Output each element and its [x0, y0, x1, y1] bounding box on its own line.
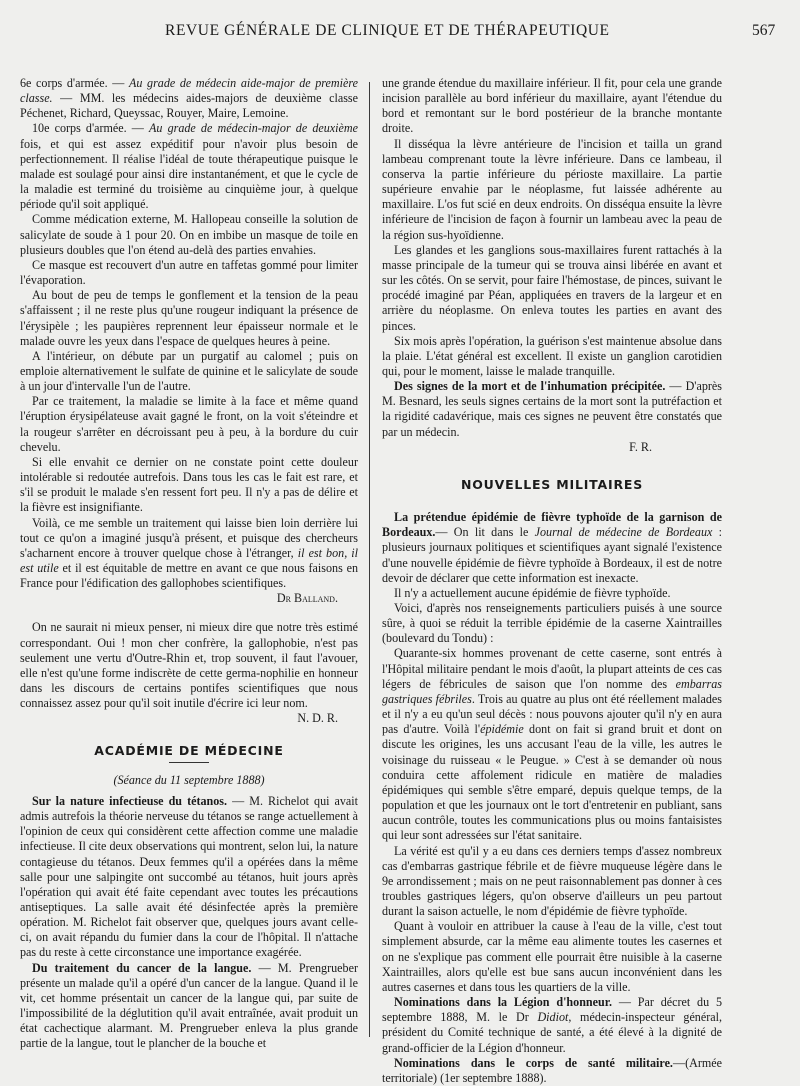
paragraph: une grande étendue du maxillaire inférieur. Il fit, pour cela une grande incision parallèle au bord inférieur du maxillaire, ayant l'étendue du bord et remontant sur le bord postérieur de la branche montante droite.	[382, 76, 722, 136]
paragraph: A l'intérieur, on débute par un purgatif au calomel ; puis on emploie alternativement le sulfate de quinine et le salicylate de soude à un jour d'intervalle l'un de l'autre.	[20, 348, 358, 394]
signature: F. R.	[629, 439, 652, 454]
paragraph: Comme médication externe, M. Hallopeau conseille la solution de salicylate de soude à 1 pour 20. On en imbibe un masque de toile en plusieurs doubles que l'on étend au-delà des parties envahies.	[20, 212, 358, 257]
paragraph: La prétendue épidémie de fièvre typhoïde de la garnison de Bordeaux.— On lit dans le Journal de médecine de Bordeaux : plusieurs journaux politiques et scientifiques ayant signalé l'existence d'une nouvelle épidémie de fièvre typhoïde à Bordeaux, il est de notre devoir de déclarer que cette information est inexacte.	[382, 510, 722, 585]
paragraph: Voilà, ce me semble un traitement qui laisse bien loin derrière lui tout ce qu'on a imaginé jusqu'à présent, et puisque des chercheurs s'acharnent encore à trouver quelque chose à l'étranger, il est bon, il est utile et il est équitable de mettre en avant ce que nous faisons en France pour l'édification des gallophobes scientifiques.	[20, 515, 359, 591]
paragraph: Ce masque est recouvert d'un autre en taffetas gommé pour limiter l'évaporation.	[20, 257, 358, 288]
paragraph: Quarante-six hommes provenant de cette caserne, sont entrés à l'Hôpital militaire pendant le mois d'août, la plupart atteints de ces cas légers de fébricules de saison que l'on nomme des embarras gastriques fébriles. Trois au quatre au plus ont été réellement malades et il n'y a eu qu'un seul décès : nous pouvons ajouter qu'il n'y en aura pas d'autre. Voilà l'épidémie dont on fait si grand bruit et dont on discute les origines, les uns accusant l'eau de la ville, les autres le voisinage du ruisseau « le Peugue. » C'est à se demander où nous conduira cette affolement ridicule en matière de maladies épidémiques qui semble s'être emparé, depuis quelque temps, de la population et que les journaux ont le tort d'entretenir en publiant, sans aucun contrôle, toutes les communications plus ou moins fantaisistes qui leur sont adressées sur l'état sanitaire.	[382, 646, 722, 843]
heading-rule	[169, 762, 209, 763]
paragraph: Si elle envahit ce dernier on ne constate point cette douleur intolérable si redoutée autrefois. Dans tous les cas le fait est rare, et s'il se produit le malade s'en ressent fort peu. Il n'y a pas de délire et la fièvre est insignifiante.	[20, 454, 358, 515]
section-heading-nouvelles: NOUVELLES MILITAIRES	[460, 476, 644, 492]
paragraph: Il disséqua la lèvre antérieure de l'incision et tailla un grand lambeau comprenant toute la lèvre inférieure. Dans ce lambeau, il conserva la partie inférieure du périoste maxillaire. La partie supérieure envahie par le néoplasme, fut laissée adhérente au maxillaire. L'os fut scié en deux endroits. On disséqua ensuite la lèvre inférieure de l'incision de façon à fournir un lambeau avec la peau de la région sus-hyoïdienne.	[382, 136, 722, 242]
editor-note: On ne saurait ni mieux penser, ni mieux dire que notre très estimé correspondant. Oui ! mon cher confrère, la gallophobie, n'est pas seulement une vertu d'Outre-Rhin et, trop souvent, il faut l'avouer, elle n'est qu'une forme indiscrète de cette germa-nophilie en honneur dans les discours de certains pontifes scientifiques que nous connaissez assez pour qu'il soit inutile d'écrire ici leur nom.	[20, 620, 358, 711]
paragraph: Nominations dans la Légion d'honneur. — Par décret du 5 septembre 1888, M. le Dr Didiot, médecin-inspecteur général, président du Comité technique de santé, a été élevé à la dignité de grand-officier de la Légion d'honneur.	[382, 995, 723, 1055]
paragraph: Voici, d'après nos renseignements particuliers puisés à une source sûre, à quoi se réduit la terrible épidémie de la caserne Xaintrailles (boulevard du Tondu) :	[382, 601, 722, 646]
running-head	[0, 22, 800, 44]
paragraph: Six mois après l'opération, la guérison s'est maintenue absolue dans la plaie. L'état général est excellent. Il existe un ganglion carotidien qui, pour le moment, laisse le malade tranquille.	[382, 333, 722, 378]
left-column	[20, 76, 358, 1052]
session-date: (Séance du 11 septembre 1888)	[113, 772, 265, 787]
signature: Dr Balland.	[276, 591, 338, 606]
paragraph: Sur la nature infectieuse du tétanos. — M. Richelot qui avait admis autrefois la théorie nerveuse du tétanos se range actuellement à l'opinion de ceux qui considèrent cette affection comme une maladie infectieuse. Il cite deux observations qui montrent, selon lui, la nature contagieuse du tétanos. Deux femmes qu'il a opérées dans la même salle pour une salpingite ont succombé au tétanos, huit jours après l'opération qui avait été faite cependant avec toutes les précautions antiseptiques. La salle avait été désinfectée après la première opération. M. Richelot fait observer que, quelques jours avant celle-ci, on avait répandu du fumier dans la cour de l'hôpital. Il n'attache pas du reste à cette circonstance une importance exagérée.	[20, 793, 359, 960]
paragraph: Les glandes et les ganglions sous-maxillaires furent rattachés à la masse principale de la tumeur qui se trouva ainsi libérée en avant et sur les côtés. On se servit, pour faire l'hémostase, de pinces, suivant le procédé imaginé par Péan, appliquées en travers de la largeur et en arrière du néoplasme. On enleva toutes les parties en avant des pinces.	[382, 242, 722, 333]
right-column	[382, 76, 722, 1086]
page-number: 567	[752, 22, 776, 39]
paragraph: Au bout de peu de temps le gonflement et la tension de la peau s'affaissent ; il ne reste plus qu'une rougeur indiquant la présence de l'érysipèle ; les paupières reprennent leur épaisseur normale et le malade ouvre les yeux dans l'espace de quelques heures à peine.	[20, 288, 358, 348]
paragraph: 6e corps d'armée. — Au grade de médecin aide-major de première classe. — MM. les médecins aides-majors de deuxième classe Péchenet, Richard, Queyssac, Rouyer, Maire, Lemoine.	[20, 76, 358, 121]
journal-title: REVUE GÉNÉRALE DE CLINIQUE ET DE THÉRAPEUTIQUE	[165, 22, 610, 39]
paragraph: Il n'y a actuellement aucune épidémie de fièvre typhoïde.	[394, 585, 671, 600]
signature: N. D. R.	[297, 711, 338, 726]
column-divider	[369, 82, 370, 1037]
paragraph: 10e corps d'armée. — Au grade de médecin-major de deuxième fois, et qui est assez expéditif pour n'avoir plus besoin de perfectionnement. Il réalise l'idéal de toute thérapeutique puisque le malade est soulagé pour ainsi dire instantanément, et que le cycle de la maladie est terminé du troisième au cinquième jour, à quelque période qu'il soit appliqué.	[20, 121, 358, 212]
section-heading-academie: ACADÉMIE DE MÉDECINE	[20, 743, 358, 763]
paragraph: Des signes de la mort et de l'inhumation précipitée. — D'après M. Besnard, les seuls signes certains de la mort sont la putréfaction et la rigidité cadavérique, mais ces signes ne peuvent être constatés que par un médecin.	[382, 379, 722, 439]
paragraph: Nominations dans le corps de santé militaire.—(Armée territoriale) (1er septembre 1888).	[382, 1055, 722, 1085]
paragraph: Par ce traitement, la maladie se limite à la face et même quand l'éruption érysipélateuse avait gagné le front, on la voit s'éteindre et la rougeur s'arrêter en décroissant peu à peu, à la bordure du cuir chevelu.	[20, 394, 358, 454]
paragraph: La vérité est qu'il y a eu dans ces derniers temps d'assez nombreux cas d'embarras gastrique fébrile et de fièvre muqueuse légère dans le 9e arrondissement ; mais on ne peut raisonnablement pas donner à ces troubles gastriques légers, qu'on observe d'ailleurs un peu partout durant la saison actuelle, le nom d'épidémie de fièvre typhoïde.	[382, 843, 722, 919]
paragraph: Quant à vouloir en attribuer la cause à l'eau de la ville, c'est tout simplement absurde, car la même eau alimente toutes les casernes et on ne s'explique pas comment elle pourrait être nuisible à la caserne Xaintrailles, alors qu'elle est bue sans aucun inconvénient dans les autres casernes et dans tous les quartiers de la ville.	[382, 919, 722, 994]
paragraph: Du traitement du cancer de la langue. — M. Prengrueber présente un malade qu'il a opéré d'un cancer de la langue. Quand il le vit, cet homme présentait un cancer de la langue qui, par suite de l'impossibilité de la déglutition qu'il avait entraînée, avait produit un état cachectique alarmant. M. Prengrueber enleva la plus grande partie de la langue, tout le plancher de la bouche et	[20, 960, 358, 1051]
